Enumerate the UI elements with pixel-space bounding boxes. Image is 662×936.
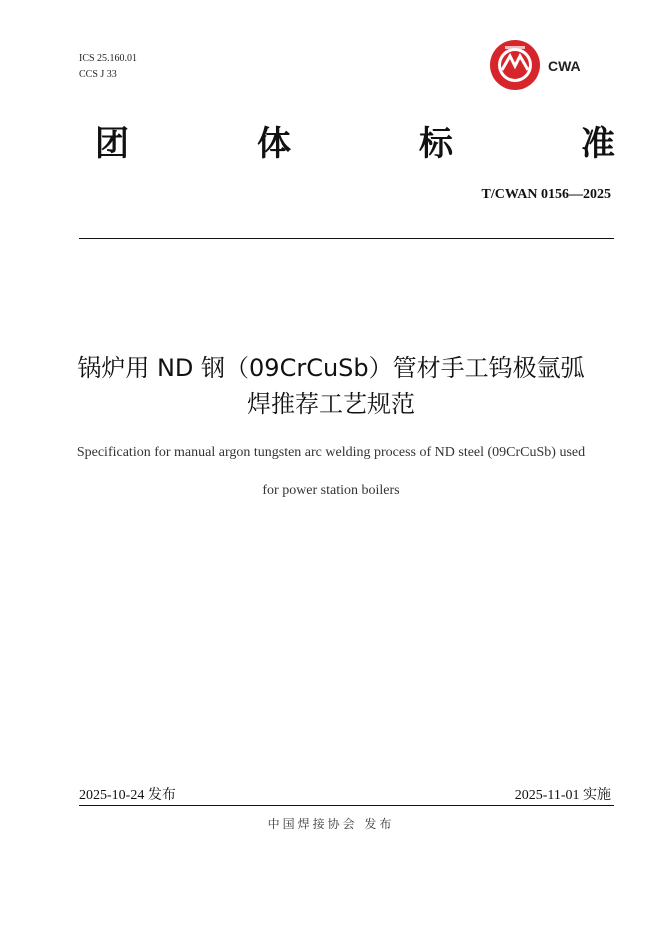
chinese-title-line-1: 锅炉用 ND 钢（09CrCuSb）管材手工钨极氩弧 [77,354,585,382]
header-divider [79,238,614,239]
cwa-emblem-icon [488,38,548,92]
english-title-line-2: for power station boilers [262,483,400,498]
standard-number: T/CWAN 0156—2025 [481,187,611,202]
chinese-title-line-2: 焊推荐工艺规范 [247,390,415,418]
standard-type-char: 团 [95,124,129,164]
standard-type-char: 标 [419,124,453,164]
standard-type-char: 体 [257,124,291,164]
chinese-title [20,350,642,422]
standard-type-title [95,116,615,165]
issue-date: 2025-10-24 发布 [79,788,176,803]
ics-code: ICS 25.160.01 [79,53,138,64]
implementation-date: 2025-11-01 实施 [514,788,611,803]
publisher: 中国焊接协会 发布 [267,817,395,831]
footer-divider [79,805,614,806]
english-title-line-1: Specification for manual argon tungsten arc welding process of ND steel (09CrCuSb) used [76,445,586,460]
ccs-code: CCS J 33 [79,69,117,80]
cwa-logo-text: CWA [548,58,581,74]
standard-type-char: 准 [581,124,615,164]
english-title [30,434,632,510]
